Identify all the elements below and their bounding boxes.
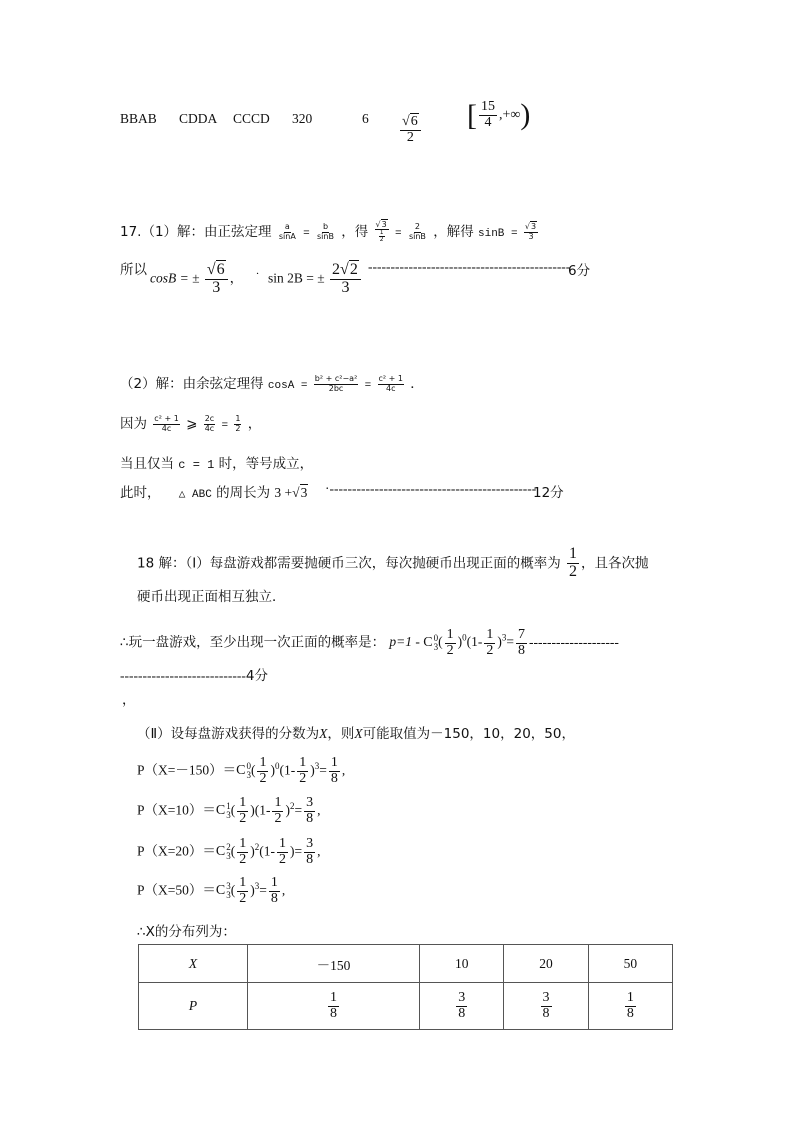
prob-row-50: P（X=50）＝C 3 3 ( $\frac{1}{2}$ )$^3$= $\frac{1}{8}$ , [137,875,286,906]
answer-320: 320 [292,111,313,126]
table-cell: 10 [420,945,504,983]
answer-root6-over-2: $\frac{√6}{2}$ [398,115,423,145]
table-cell: －150 [248,945,420,983]
q17-label: 17.（1）解：由正弦定理 [120,224,272,240]
distribution-title: ∴X的分布列为： [137,924,236,940]
q17-dot: ． [256,266,266,277]
answer-6: 6 [362,111,369,126]
prob-row-10: P（X=10）＝C 1 3 ( $\frac{1}{2}$ )(1- $\frac{1}{2}$ )$^2$= $\frac{3}{8}$ , [137,795,321,826]
distribution-table [138,944,673,1030]
q18-dash-line2: ----------------------------4分 [120,668,268,684]
q17-part1-line: 17.（1）解：由正弦定理 $\frac{a}{\sin A}$ = $\frac{b}{\sin B}$ ，得 $\frac{√3}{\frac{1}{2}}$ = $\frac{2}{\sin B}$ ，解得 sinB = $\frac{√3}{3}$ [120,219,537,244]
q17-score: 6分 [568,263,591,279]
q18-line2: 硬币出现正面相互独立． [137,589,286,605]
q17b-dash-line: ·---------------------------------------------- [325,481,537,496]
q18-line1: 18 解：（Ⅰ）每盘游戏都需要抛硬币三次，每次抛硬币出现正面的概率为 $\frac{1}{2}$ ，且各次抛 [137,545,649,580]
table-header-p: P [139,983,248,1030]
q17b-score: 12分 [533,485,564,501]
interval-15-over-4: $\frac{15}{4}$ ,+∞) [481,98,531,132]
q18-prob-line: ∴玩一盘游戏，至少出现一次正面的概率是： p=1 - C 0 3 ( $\frac{1}{2}$ )$^0$(1- $\frac{1}{2}$ )$^3$= $\frac{7}{8}$ -------------------- [120,627,619,658]
table-cell: $\frac{1}{8}$ [588,983,672,1030]
answer-group-2: CDDA [179,111,218,126]
table-cell: $\frac{3}{8}$ [504,983,588,1030]
q18-part2-intro: （Ⅱ）设每盘游戏获得的分数为X，则X可能取值为－150，10，20，50， [137,726,575,742]
q17-so: 所以 [120,262,147,278]
perimeter-line: 此时， △ ABC 的周长为 3 +√3 [120,485,308,501]
table-cell: 20 [504,945,588,983]
answer-group-3: CCCD [233,111,270,126]
because-line: 因为 $\frac{\text{c² + 1}}{4c}$ ⩾ $\frac{2c}{4c}$ = $\frac{1}{2}$ ， [120,414,262,433]
q17-part2-line: （2）解：由余弦定理得 cosA = $\frac{\text{b² + c²−a²}}{2bc}$ = $\frac{\text{c² + 1}}{4c}$ ． [120,374,424,393]
table-cell: $\frac{1}{8}$ [248,983,420,1030]
table-row [139,945,673,983]
prob-row-20: P（X=20）＝C 2 3 ( $\frac{1}{2}$ )$^2$(1- $\frac{1}{2}$ )= $\frac{3}{8}$ , [137,836,321,867]
interval-bracket-left: [ [467,99,477,132]
q17-dash-line: --------------------------------------------- [368,259,571,274]
prob-row-minus150: P（X=－150）＝C 0 3 ( $\frac{1}{2}$ )$^0$(1- $\frac{1}{2}$ )$^3$= $\frac{1}{8}$ , [137,755,346,786]
cosB-expression: cosB = ± $\frac{√6}{3}$ ， [150,261,244,296]
equality-condition: 当且仅当 c = 1 时，等号成立， [120,456,314,472]
answer-group-1: BBAB [120,111,157,126]
q18-score-4: 4分 [245,668,268,684]
table-cell: $\frac{3}{8}$ [420,983,504,1030]
table-header-x: X [139,945,248,983]
sin2B-expression: sin 2B = ± $\frac{2√2}{3}$ [268,262,363,297]
lone-comma: ， [122,692,136,708]
table-row [139,983,673,1030]
table-cell: 50 [588,945,672,983]
